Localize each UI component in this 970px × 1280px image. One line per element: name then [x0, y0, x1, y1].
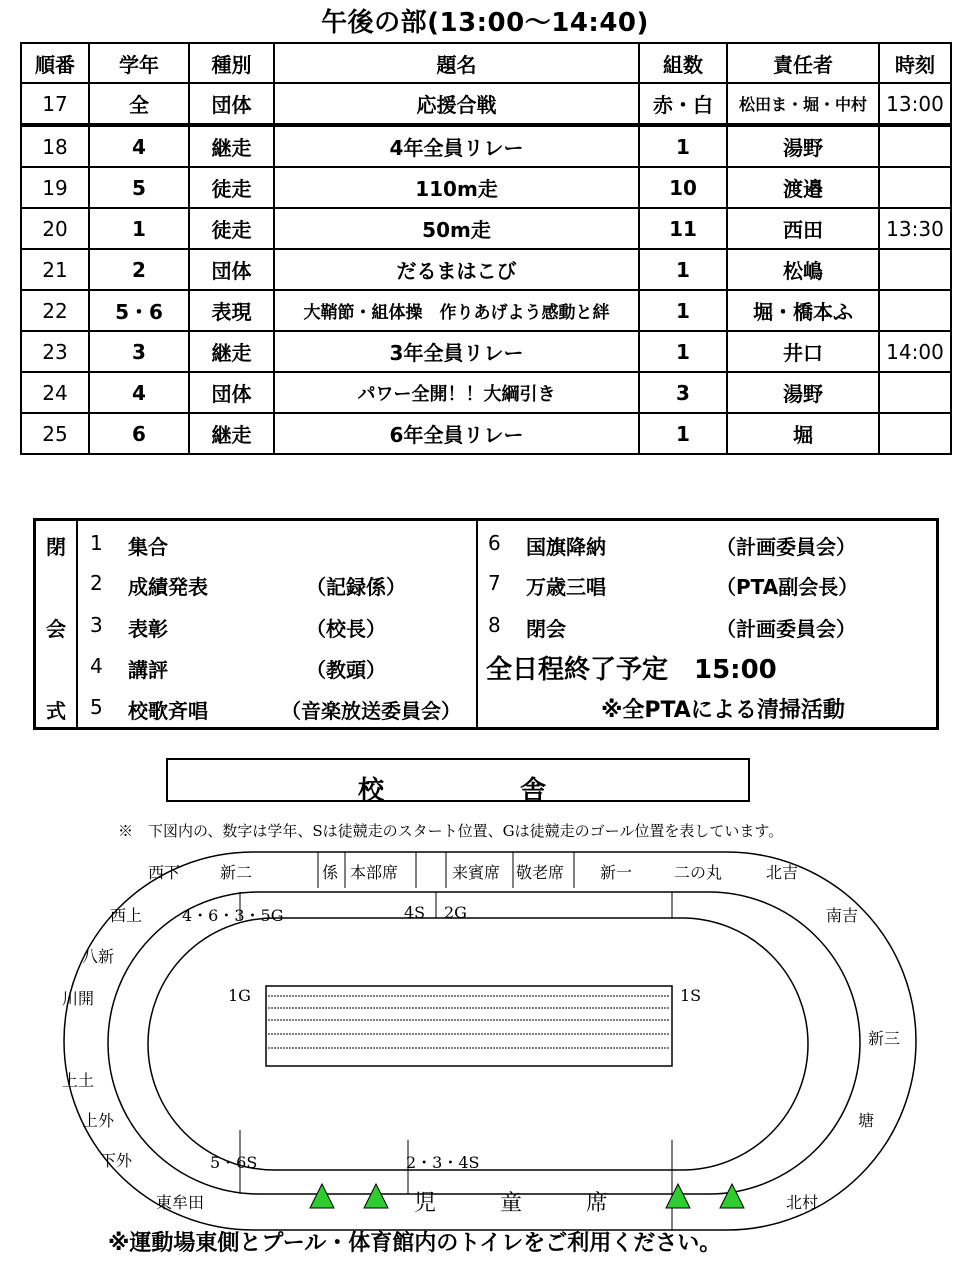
table-row [21, 372, 951, 413]
cell-person: 西田 [727, 208, 879, 249]
cell-time [879, 125, 951, 167]
ceremony-label-column [36, 521, 78, 727]
seat-label: 敬老席 [516, 863, 565, 882]
cell-order: 24 [21, 372, 89, 413]
cell-type: 団体 [189, 83, 274, 125]
position-label: 1G [228, 986, 251, 1005]
cell-person: 堀・橋本ふ [727, 290, 879, 331]
seat-label: 西下 [148, 863, 181, 882]
area-label: 新三 [868, 1029, 901, 1048]
position-label: 2・3・4S [406, 1153, 480, 1172]
cell-groups: 1 [639, 290, 727, 331]
seat-label: 本部席 [350, 863, 399, 882]
table-row [21, 413, 951, 454]
ceremony-item-name: 校歌斉唱 [128, 699, 208, 723]
field-map [0, 840, 970, 1240]
footer-note: ※運動場東側とプール・体育館内のトイレをご利用ください。 [108, 1231, 722, 1256]
cell-grade: 2 [89, 249, 189, 290]
area-label: 川開 [62, 989, 95, 1008]
cell-groups: 1 [639, 331, 727, 372]
end-time: 全日程終了予定 15:00 [486, 655, 777, 685]
cell-order: 22 [21, 290, 89, 331]
ceremony-item-role: （PTA副会長） [716, 575, 859, 599]
cell-title: 4年全員リレー [274, 125, 639, 167]
cell-time: 13:30 [879, 208, 951, 249]
position-label: 2G [444, 903, 467, 922]
table-row [21, 208, 951, 249]
cell-type: 継走 [189, 413, 274, 454]
cell-time [879, 372, 951, 413]
header-groups: 組数 [639, 43, 727, 83]
header-title: 題名 [274, 43, 639, 83]
seat-label: 係 [322, 863, 339, 882]
cell-groups: 1 [639, 413, 727, 454]
ceremony-item-role: （音楽放送委員会） [281, 699, 461, 723]
seat-label: 新二 [220, 863, 253, 882]
table-row [21, 331, 951, 372]
cell-order: 19 [21, 167, 89, 208]
seat-label: 新一 [600, 863, 633, 882]
cell-title: 110m走 [274, 167, 639, 208]
cell-order: 21 [21, 249, 89, 290]
cell-order: 18 [21, 125, 89, 167]
ceremony-item-name: 万歳三唱 [526, 575, 606, 599]
cell-grade: 6 [89, 413, 189, 454]
header-grade: 学年 [89, 43, 189, 83]
ceremony-item-name: 国旗降納 [526, 535, 606, 559]
map-note: ※ 下図内の、数字は学年、Sは徒競走のスタート位置、Gは徒競走のゴール位置を表しています。 [118, 822, 784, 840]
cell-type: 団体 [189, 372, 274, 413]
cell-time [879, 413, 951, 454]
cell-grade: 5・6 [89, 290, 189, 331]
cell-person: 堀 [727, 413, 879, 454]
schedule-table [20, 42, 952, 455]
cell-title: 応援合戦 [274, 83, 639, 125]
ceremony-item-num: 7 [488, 571, 501, 595]
ceremony-label-char: 閉 [46, 535, 66, 559]
student-seat-char: 児 [414, 1191, 437, 1216]
green-marker [310, 1184, 334, 1208]
area-label: 塘 [858, 1111, 875, 1130]
ceremony-item-role: （計画委員会） [716, 535, 856, 559]
building-char: 舎 [520, 776, 547, 806]
table-row [21, 249, 951, 290]
ceremony-item-name: 成績発表 [128, 575, 208, 599]
cell-order: 25 [21, 413, 89, 454]
position-label: 5・6S [210, 1153, 258, 1172]
ceremony-label-char: 式 [46, 699, 66, 723]
cell-order: 20 [21, 208, 89, 249]
cell-grade: 3 [89, 331, 189, 372]
position-label: 1S [680, 986, 702, 1005]
cell-type: 団体 [189, 249, 274, 290]
ceremony-item-num: 3 [90, 613, 103, 637]
cell-groups: 1 [639, 125, 727, 167]
cell-type: 徒走 [189, 208, 274, 249]
cell-grade: 4 [89, 372, 189, 413]
student-seat-char: 童 [500, 1191, 523, 1216]
cell-person: 渡邉 [727, 167, 879, 208]
cell-grade: 4 [89, 125, 189, 167]
header-type: 種別 [189, 43, 274, 83]
cell-type: 徒走 [189, 167, 274, 208]
ceremony-item-name: 閉会 [526, 617, 566, 641]
header-time: 時刻 [879, 43, 951, 83]
ceremony-item-num: 6 [488, 531, 501, 555]
cell-person: 松田ま・堀・中村 [727, 83, 879, 125]
area-label: 西上 [110, 906, 143, 925]
cell-order: 17 [21, 83, 89, 125]
student-seat-char: 席 [586, 1191, 609, 1216]
cell-time: 13:00 [879, 83, 951, 125]
area-label: 上外 [82, 1111, 115, 1130]
cell-order: 23 [21, 331, 89, 372]
cell-title: 3年全員リレー [274, 331, 639, 372]
area-label: 下外 [100, 1151, 133, 1170]
ceremony-item-name: 表彰 [128, 617, 168, 641]
ceremony-item-num: 5 [90, 695, 103, 719]
seat-label: 来賓席 [452, 863, 501, 882]
cell-groups: 10 [639, 167, 727, 208]
header-order: 順番 [21, 43, 89, 83]
green-marker [364, 1184, 388, 1208]
cell-type: 継走 [189, 125, 274, 167]
cell-person: 井口 [727, 331, 879, 372]
area-label: 東牟田 [156, 1193, 205, 1212]
green-marker [666, 1184, 690, 1208]
cell-person: 松嶋 [727, 249, 879, 290]
ceremony-item-role: （記録係） [306, 575, 406, 599]
table-row [21, 83, 951, 125]
ceremony-item-name: 集合 [128, 535, 168, 559]
inner-field [266, 986, 672, 1066]
cell-time: 14:00 [879, 331, 951, 372]
school-building [166, 758, 750, 806]
position-label: 4S [404, 903, 426, 922]
cell-groups: 赤・白 [639, 83, 727, 125]
ceremony-item-num: 1 [90, 531, 103, 555]
seat-label: 北吉 [766, 863, 799, 882]
ceremony-divider [476, 521, 478, 727]
cell-time [879, 290, 951, 331]
ceremony-label-char: 会 [46, 617, 66, 641]
closing-ceremony-box [33, 518, 939, 730]
position-label: 4・6・3・5G [182, 906, 284, 925]
cell-person: 湯野 [727, 372, 879, 413]
ceremony-item-role: （校長） [306, 617, 386, 641]
ceremony-item-num: 2 [90, 571, 103, 595]
area-label: 八新 [82, 947, 115, 966]
cell-groups: 3 [639, 372, 727, 413]
cell-type: 継走 [189, 331, 274, 372]
cell-type: 表現 [189, 290, 274, 331]
cell-title: 6年全員リレー [274, 413, 639, 454]
cell-title: 大鞘節・組体操 作りあげよう感動と絆 [274, 290, 639, 331]
header-person: 責任者 [727, 43, 879, 83]
table-row [21, 167, 951, 208]
building-char: 校 [358, 776, 385, 806]
ceremony-item-num: 4 [90, 654, 103, 678]
ceremony-item-role: （教頭） [306, 658, 386, 682]
cell-title: パワー全開！！大綱引き [274, 372, 639, 413]
ceremony-item-num: 8 [488, 613, 501, 637]
cell-person: 湯野 [727, 125, 879, 167]
ceremony-item-name: 講評 [128, 658, 168, 682]
cell-grade: 5 [89, 167, 189, 208]
cell-groups: 11 [639, 208, 727, 249]
area-label: 上土 [62, 1071, 95, 1090]
table-row [21, 290, 951, 331]
area-label: 北村 [786, 1193, 819, 1212]
cell-grade: 全 [89, 83, 189, 125]
cell-grade: 1 [89, 208, 189, 249]
seat-label: 二の丸 [674, 863, 723, 882]
cell-title: 50m走 [274, 208, 639, 249]
cell-time [879, 167, 951, 208]
page-title: 午後の部(13:00～14:40) [321, 8, 649, 38]
table-header-row [21, 43, 951, 83]
cell-title: だるまはこび [274, 249, 639, 290]
cleaning-note: ※全PTAによる清掃活動 [601, 698, 845, 723]
green-marker [720, 1184, 744, 1208]
cell-groups: 1 [639, 249, 727, 290]
area-label: 南吉 [826, 906, 859, 925]
table-row [21, 125, 951, 167]
ceremony-item-role: （計画委員会） [716, 617, 856, 641]
cell-time [879, 249, 951, 290]
